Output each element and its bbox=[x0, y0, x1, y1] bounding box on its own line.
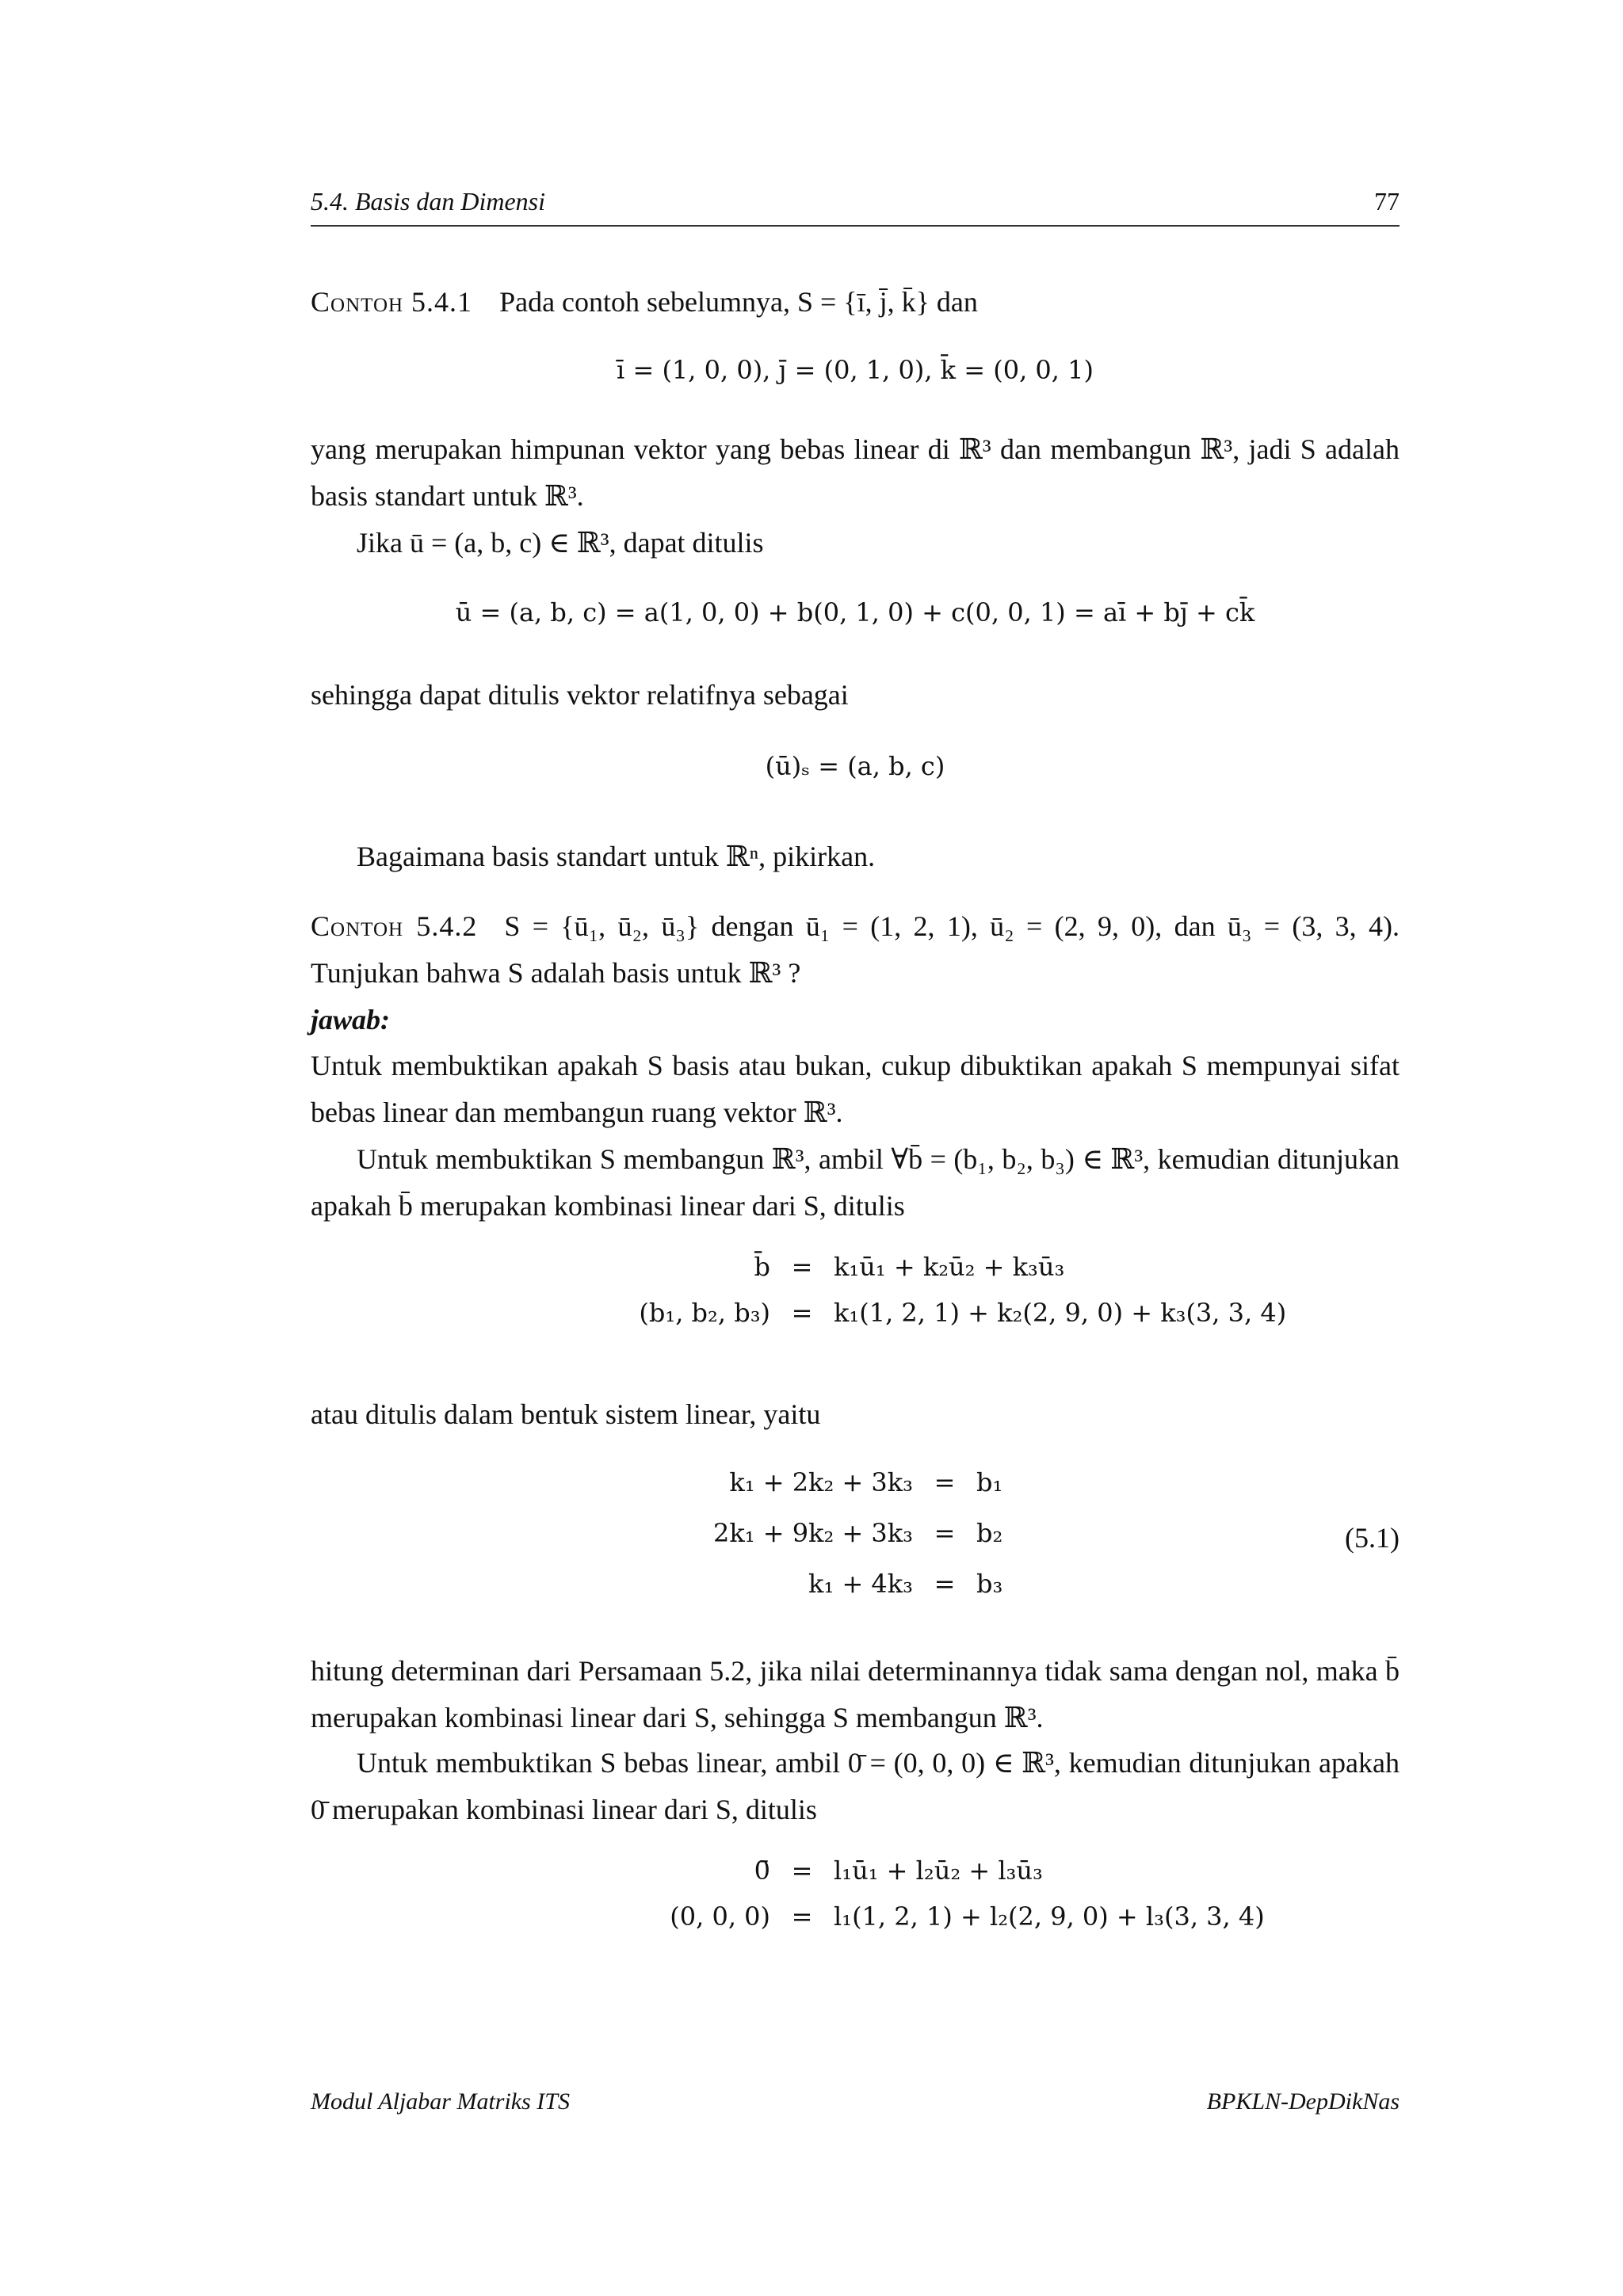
equation-relative-vector: (ū)ₛ = (a, b, c) bbox=[765, 751, 945, 781]
eq-rhs: k₁(1, 2, 1) + k₂(2, 9, 0) + k₃(3, 3, 4) bbox=[834, 1298, 1287, 1328]
eq-lhs: (b₁, b₂, b₃) bbox=[639, 1298, 770, 1328]
eq-rel: = bbox=[934, 1467, 956, 1497]
page bbox=[311, 0, 1400, 2296]
eq-lhs: b̄ bbox=[754, 1252, 770, 1282]
eq-rel: = bbox=[791, 1901, 813, 1932]
header-rule bbox=[311, 225, 1400, 227]
eq-lhs: (0, 0, 0) bbox=[670, 1901, 770, 1932]
eq-rel: = bbox=[791, 1252, 813, 1282]
eq-rhs: k₁ū₁ + k₂ū₂ + k₃ū₃ bbox=[834, 1252, 1065, 1282]
eq-lhs: k₁ + 2k₂ + 3k₃ bbox=[729, 1467, 913, 1497]
running-header bbox=[311, 187, 1400, 216]
eq-lhs: k₁ + 4k₃ bbox=[808, 1569, 913, 1599]
section-title: 5.4. Basis dan Dimensi bbox=[311, 187, 545, 215]
example-542-statement bbox=[311, 903, 1400, 997]
equation-u-expansion: ū = (a, b, c) = a(1, 0, 0) + b(0, 1, 0) + c(0, 0, 1) = aī + bj̄ + ck̄ bbox=[455, 597, 1255, 627]
example-intro-text: Pada contoh sebelumnya, S = {ī, j̄, k̄} dan bbox=[499, 286, 978, 318]
paragraph: atau ditulis dalam bentuk sistem linear, yaitu bbox=[311, 1398, 821, 1430]
eq-lhs: 0̄ bbox=[754, 1855, 770, 1886]
eq-rhs: b₃ bbox=[976, 1569, 1003, 1599]
linear-system bbox=[612, 1467, 1071, 1599]
eq-rhs: l₁(1, 2, 1) + l₂(2, 9, 0) + l₃(3, 3, 4) bbox=[834, 1901, 1265, 1932]
equation-array-independence bbox=[517, 1855, 1325, 1932]
paragraph: Untuk membuktikan S membangun ℝ³, ambil ∀b̄ = (b₁, b₂, b₃) ∈ ℝ³, kemudian ditunjukan apakah b̄ merupakan kombinasi linear dari S, ditulis bbox=[311, 1143, 1400, 1222]
example-label: Contoh 5.4.2 bbox=[311, 910, 478, 942]
example-statement-text: S = {ū₁, ū₂, ū₃} dengan ū₁ = (1, 2, 1), ū₂ = (2, 9, 0), dan ū₃ = (3, 3, 4). Tunjukan bahwa S adalah basis untuk ℝ³ ? bbox=[311, 910, 1400, 989]
paragraph: sehingga dapat ditulis vektor relatifnya sebagai bbox=[311, 679, 849, 711]
eq-rel: = bbox=[934, 1569, 956, 1599]
example-label: Contoh 5.4.1 bbox=[311, 286, 473, 318]
page-number: 77 bbox=[1374, 187, 1400, 215]
answer-label: jawab: bbox=[311, 1004, 391, 1035]
paragraph: yang merupakan himpunan vektor yang bebas linear di ℝ³ dan membangun ℝ³, jadi S adalah basis standart untuk ℝ³. bbox=[311, 433, 1400, 512]
paragraph: hitung determinan dari Persamaan 5.2, jika nilai determinannya tidak sama dengan nol, maka b̄ merupakan kombinasi linear dari S, sehingga S membangun ℝ³. bbox=[311, 1655, 1400, 1733]
paragraph: Untuk membuktikan S bebas linear, ambil 0̄ = (0, 0, 0) ∈ ℝ³, kemudian ditunjukan apakah 0̄ merupakan kombinasi linear dari S, ditulis bbox=[311, 1747, 1400, 1825]
equation-number: (5.1) bbox=[1345, 1522, 1400, 1554]
eq-rhs: b₁ bbox=[976, 1467, 1003, 1497]
eq-lhs: 2k₁ + 9k₂ + 3k₃ bbox=[712, 1518, 913, 1548]
running-footer bbox=[311, 2088, 1400, 2115]
example-541-intro bbox=[311, 279, 1400, 326]
footer-right: BPKLN-DepDikNas bbox=[1206, 2088, 1400, 2115]
eq-rel: = bbox=[791, 1855, 813, 1886]
eq-rel: = bbox=[934, 1518, 956, 1548]
paragraph: Bagaimana basis standart untuk ℝⁿ, pikirkan. bbox=[357, 841, 876, 872]
eq-rel: = bbox=[791, 1298, 813, 1328]
paragraph: Untuk membuktikan apakah S basis atau bukan, cukup dibuktikan apakah S mempunyai sifat bebas linear dan membangun ruang vektor ℝ³. bbox=[311, 1050, 1400, 1128]
eq-rhs: l₁ū₁ + l₂ū₂ + l₃ū₃ bbox=[834, 1855, 1043, 1886]
footer-left: Modul Aljabar Matriks ITS bbox=[311, 2088, 570, 2115]
equation-array-span bbox=[501, 1252, 1309, 1328]
paragraph: Jika ū = (a, b, c) ∈ ℝ³, dapat ditulis bbox=[357, 527, 764, 559]
eq-rhs: b₂ bbox=[976, 1518, 1003, 1548]
equation-basis-vectors: ī = (1, 0, 0), j̄ = (0, 1, 0), k̄ = (0, 0, 1) bbox=[617, 355, 1094, 385]
